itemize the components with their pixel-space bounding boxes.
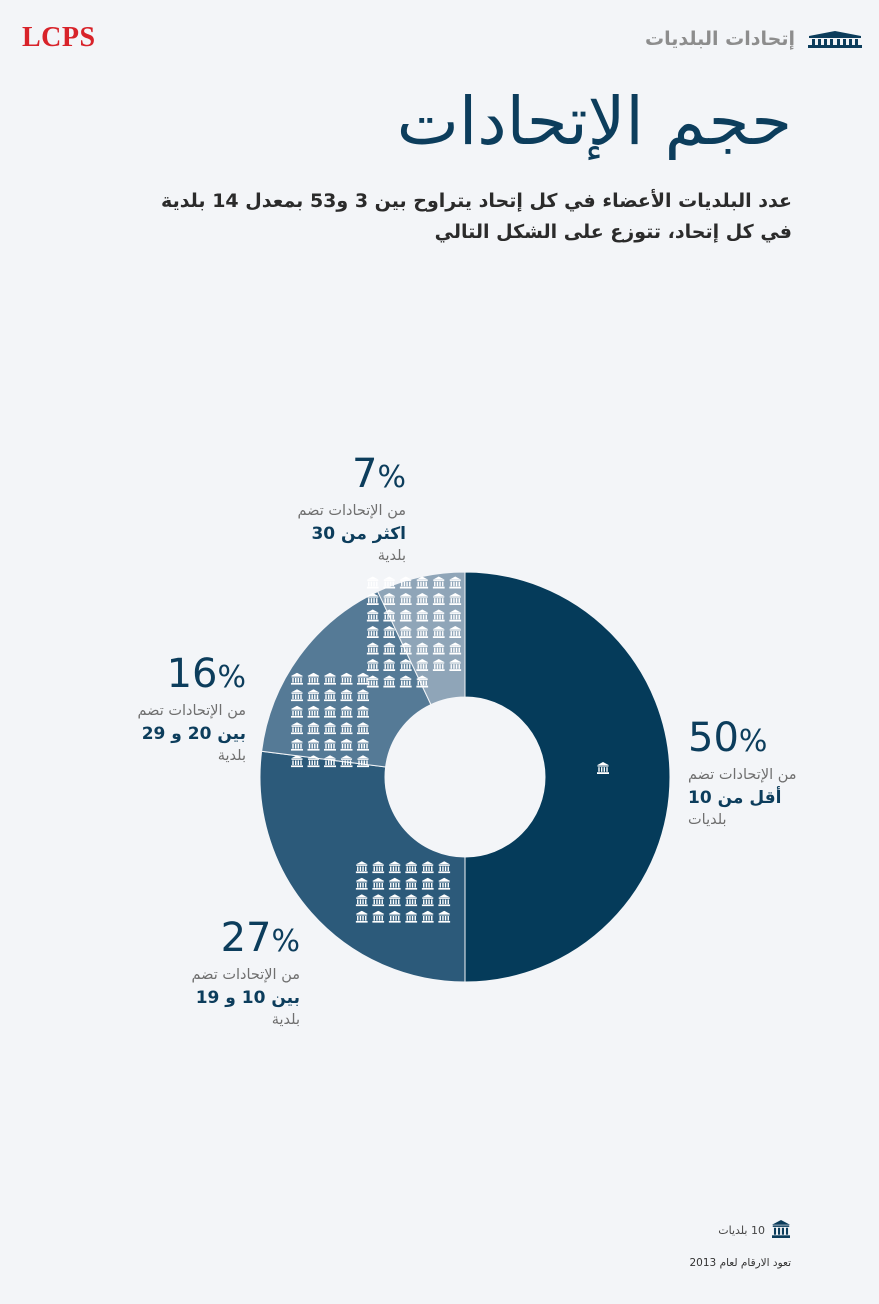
slice-desc-lt10: من الإتحادات تضم	[688, 767, 797, 783]
legend	[718, 1220, 791, 1241]
slice-percent-10-19: 27%	[220, 915, 300, 961]
slice-desc-20-29: من الإتحادات تضم	[137, 703, 246, 719]
slice-unit-20-29: بلدية	[217, 748, 246, 764]
slice-label-gt30	[226, 452, 406, 566]
slice-desc-10-19: من الإتحادات تضم	[191, 967, 300, 983]
slice-range-20-29: بين 20 و 29	[141, 724, 246, 744]
slice-label-10-19	[120, 916, 300, 1030]
slice-label-lt10	[688, 716, 838, 830]
slice-percent-20-29: 16%	[166, 651, 246, 697]
slice-unit-gt30: بلدية	[377, 548, 406, 564]
legend-label: 10 بلديات	[718, 1224, 765, 1237]
slice-unit-lt10: بلديات	[688, 812, 727, 828]
footnote: تعود الارقام لعام 2013	[689, 1257, 791, 1269]
slice-desc-gt30: من الإتحادات تضم	[297, 503, 406, 519]
slice-unit-10-19: بلدية	[271, 1012, 300, 1028]
slice-range-10-19: بين 10 و 19	[195, 988, 300, 1008]
slice-percent-lt10: 50%	[688, 715, 768, 761]
lcps-logo: LCPS	[22, 22, 96, 53]
page-subtitle: عدد البلديات الأعضاء في كل إتحاد يتراوح بين 3 و53 بمعدل 14 بلدية في كل إتحاد، تتوزع على الشكل التالي	[161, 190, 792, 243]
section-label: إتحادات البلديات	[645, 28, 795, 50]
slice-range-lt10: أقل من 10	[688, 788, 782, 808]
slice-percent-gt30: 7%	[352, 451, 406, 497]
building-icon	[771, 1220, 791, 1241]
slice-lt10	[465, 572, 670, 982]
building-icon	[383, 577, 395, 589]
page-title: حجم الإتحادات	[396, 83, 792, 160]
slice-label-20-29	[66, 652, 246, 766]
slice-range-gt30: اكثر من 30	[311, 524, 406, 544]
building-icon	[367, 577, 379, 589]
